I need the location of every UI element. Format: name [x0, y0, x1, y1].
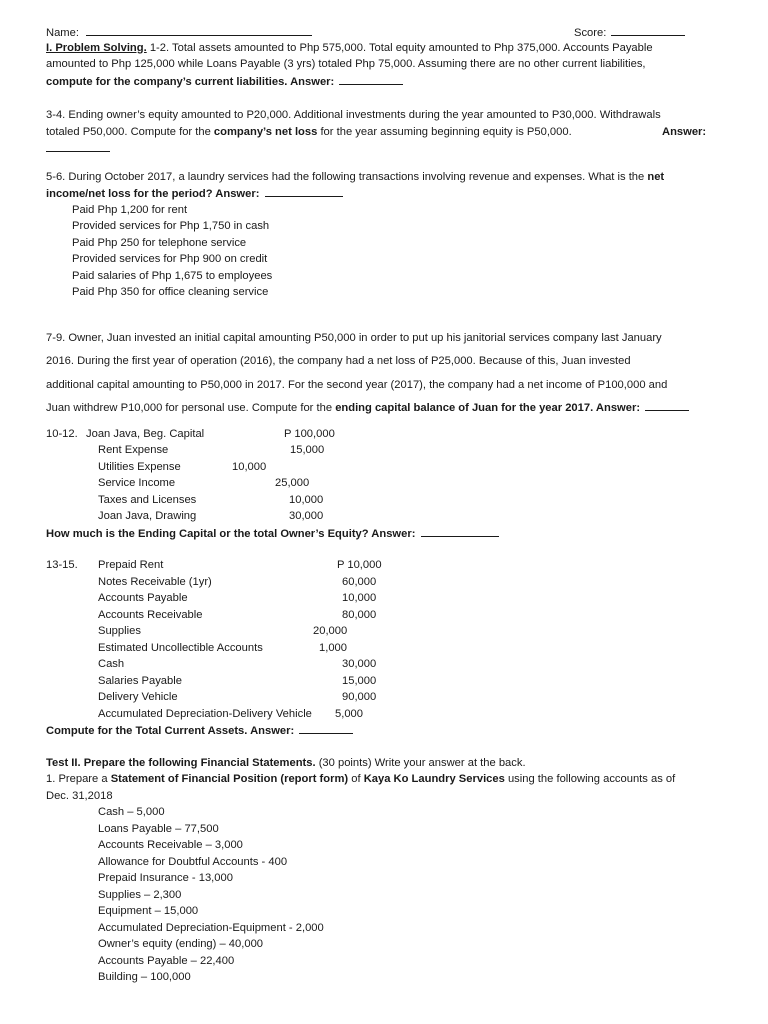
- table-row: Utilities Expense 10,000: [98, 460, 267, 473]
- q10-12: [46, 426, 722, 542]
- list-item: Cash – 5,000: [98, 806, 165, 818]
- table-row: Delivery Vehicle 90,000: [98, 691, 377, 703]
- q3-4-line2: totaled P50,000. Compute for the company’s net loss for the year assuming beginning equity is P50,000. Answer:: [46, 124, 722, 141]
- table-row: 13-15. Prepaid Rent P 10,000: [46, 559, 382, 571]
- q1-2-line2: amounted to Php 125,000 while Loans Payable (3 yrs) totaled Php 75,000. Assuming there are no other current liabilities,: [46, 58, 646, 70]
- q10-12-answer-field[interactable]: [421, 525, 499, 537]
- list-item: Provided services for Php 1,750 in cash: [72, 220, 270, 232]
- list-item: Paid Php 350 for office cleaning service: [72, 286, 269, 298]
- header-line: [46, 24, 722, 41]
- list-item: Accounts Payable – 22,400: [98, 954, 235, 967]
- q13-15-answer-field[interactable]: [299, 722, 353, 734]
- q3-4-line1: 3-4. Ending owner’s equity amounted to P20,000. Additional investments during the year amounted to P30,000. Withdrawals: [46, 109, 661, 121]
- list-item: Owner’s equity (ending) – 40,000: [98, 938, 264, 950]
- q13-15-question: Compute for the Total Current Assets. Answer:: [46, 725, 295, 737]
- table-row: Accounts Receivable 80,000: [98, 608, 377, 621]
- list-item: Paid Php 250 for telephone service: [72, 236, 247, 249]
- table-row: Service Income 25,000: [98, 477, 310, 489]
- list-item: Building – 100,000: [98, 971, 191, 983]
- table-row: Supplies 20,000: [98, 625, 348, 637]
- table-row: Rent Expense 15,000: [98, 444, 325, 456]
- q7-9: 7-9. Owner, Juan invested an initial capital amounting P50,000 in order to put up his janitorial services company last January 2016. During the first year of operation (2016), the company had a net loss of P25,000. Because of this, Juan invested additional capital amounting to P50,000 in 2017. For the second year (2017), the company had a net income of P100,000 and Juan withdrew P10,000 for personal use. Compute for the ending capital balance of Juan for the year 2017. Answer:: [46, 327, 722, 421]
- q3-4-answer-label: Answer:: [662, 125, 707, 138]
- list-item: Accumulated Depreciation-Equipment - 2,000: [98, 921, 324, 934]
- part2-heading: Test II. Prepare the following Financial Statements.: [46, 756, 316, 769]
- list-item: Loans Payable – 77,500: [98, 822, 219, 835]
- q5-6-answer-field[interactable]: [265, 185, 343, 197]
- part2: Test II. Prepare the following Financial Statements. (30 points) Write your answer at the back. 1. Prepare a Statement of Financial Position (report form) of Kaya Ko Laundry Services using the following accounts as of Dec. 31,2018 Cash – 5,000 Loans Payable – 77,500 Accounts Receivable – 3,000 Allowance for Doubtful Accounts - 400 Prepaid Insurance - 13,000 Supplies – 2,300 Equipment – 15,000 Accumulated Depreciation-Equipment - 2,000 Owner’s equity (ending) – 40,000 Accounts Payable – 22,400 Building – 100,000: [46, 755, 722, 986]
- accounts-list: [46, 804, 722, 986]
- list-item: Prepaid Insurance - 13,000: [98, 872, 233, 884]
- score-field[interactable]: [611, 24, 685, 36]
- list-item: Equipment – 15,000: [98, 905, 199, 917]
- table-row: Accounts Payable 10,000: [98, 592, 377, 604]
- score-label: Score:: [574, 27, 607, 39]
- table-row: Taxes and Licenses 10,000: [98, 493, 324, 506]
- part1-heading: I. Problem Solving.: [46, 41, 147, 54]
- table-row: 10-12. Joan Java, Beg. Capital P 100,000: [46, 427, 335, 440]
- q5-6-line1: 5-6. During October 2017, a laundry services had the following transactions involving revenue and expenses. What is the net: [46, 170, 665, 183]
- q1-2-answer-field[interactable]: [339, 73, 403, 85]
- q3-4-answer-field[interactable]: [46, 140, 110, 152]
- name-field[interactable]: [86, 24, 312, 36]
- q1-2-line1: I. Problem Solving. 1-2. Total assets amounted to Php 575,000. Total equity amounted to Php 375,000. Accounts Payable: [46, 41, 653, 54]
- table-row: Joan Java, Drawing 30,000: [98, 510, 324, 522]
- name-label: Name:: [46, 27, 79, 39]
- table-row: Salaries Payable 15,000: [98, 674, 377, 687]
- q13-15: [46, 557, 722, 739]
- q3-4-answer-line: [46, 140, 722, 157]
- q5-6-transactions: [46, 202, 722, 301]
- table-row: Accumulated Depreciation-Delivery Vehicle 5,000: [98, 707, 363, 720]
- q5-6-line2: income/net loss for the period? Answer:: [46, 185, 722, 202]
- list-item: Provided services for Php 900 on credit: [72, 253, 268, 265]
- q1-2-line3: compute for the company’s current liabilities. Answer:: [46, 73, 722, 90]
- list-item: Paid salaries of Php 1,675 to employees: [72, 269, 273, 282]
- q7-9-answer-field[interactable]: [645, 399, 689, 411]
- table-row: Estimated Uncollectible Accounts 1,000: [98, 641, 347, 654]
- q10-12-question: How much is the Ending Capital or the total Owner’s Equity? Answer:: [46, 527, 416, 540]
- table-row: Notes Receivable (1yr) 60,000: [98, 575, 377, 588]
- list-item: Allowance for Doubtful Accounts - 400: [98, 855, 288, 868]
- list-item: Accounts Receivable – 3,000: [98, 839, 243, 851]
- worksheet: [46, 24, 722, 986]
- list-item: Paid Php 1,200 for rent: [72, 203, 188, 216]
- table-row: Cash 30,000: [98, 658, 377, 670]
- list-item: Supplies – 2,300: [98, 888, 182, 901]
